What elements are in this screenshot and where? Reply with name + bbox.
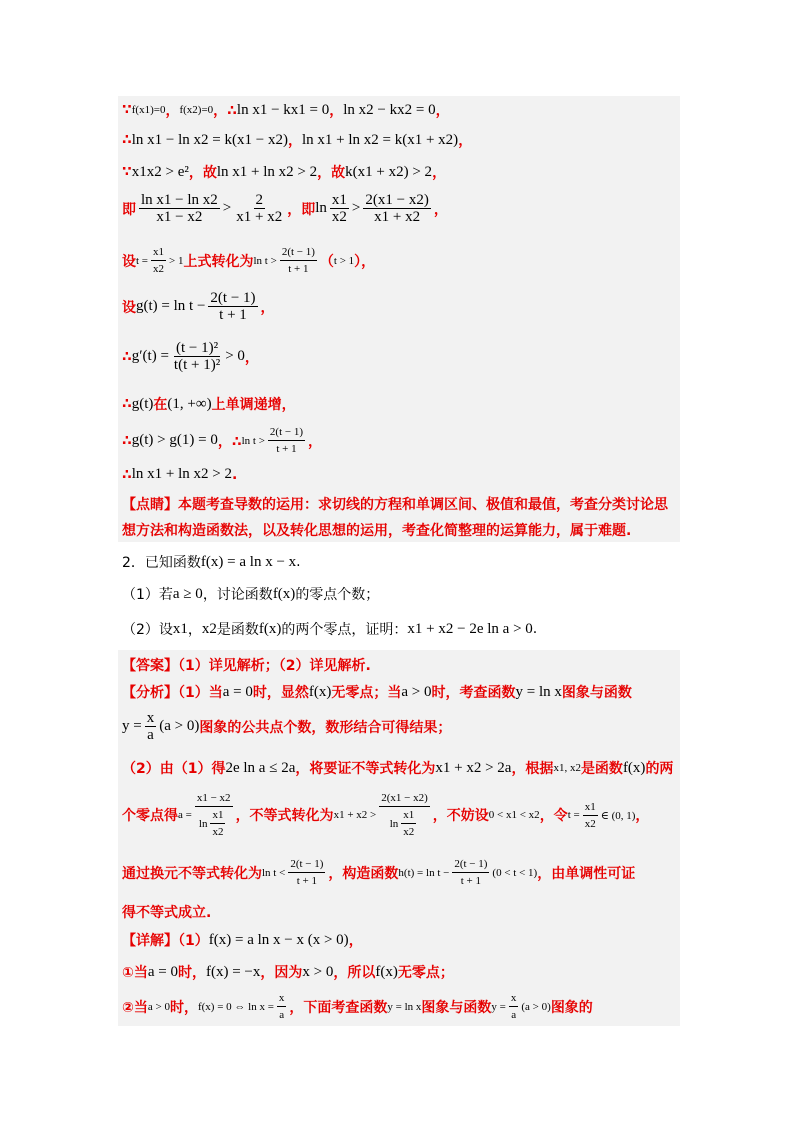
dianjing-line-2 xyxy=(122,520,631,540)
text: 时， xyxy=(169,999,198,1016)
line-9 xyxy=(122,424,322,457)
formula: (a > 0) xyxy=(159,718,200,734)
analysis-line-5 xyxy=(122,856,635,889)
formula: ln xyxy=(315,200,327,216)
text: ，不妨设 xyxy=(432,808,489,824)
fraction: $\frac{\text{(t − 1)²}}{\text{t(t + 1)²}}$ xyxy=(173,340,221,373)
analysis-line-1 xyxy=(122,682,632,702)
text: ， xyxy=(433,201,448,218)
formula: (a > 0) xyxy=(521,1000,551,1013)
text: ， xyxy=(329,103,344,119)
formula: > 1 xyxy=(169,254,184,267)
text: 的零点个数； xyxy=(295,587,380,603)
text: ，根据 xyxy=(511,761,554,777)
fraction: $\frac{2}{x1 + x2}$ xyxy=(236,192,283,225)
formula: f(x2)=0 xyxy=(179,104,214,116)
formula: ln x1 − ln x2 = k(x1 − x2) xyxy=(131,131,288,148)
text: 设 xyxy=(122,253,136,270)
line-1 xyxy=(122,100,450,120)
analysis-line-2 xyxy=(122,710,451,743)
text: ，讨论函数 xyxy=(202,587,273,603)
line-7 xyxy=(122,340,259,373)
formula: y = xyxy=(491,1000,506,1013)
formula: h(t) = ln t − xyxy=(398,866,450,879)
line-6 xyxy=(122,290,275,323)
text: ，将要证不等式转化为 xyxy=(295,761,436,777)
text: ， xyxy=(165,103,180,119)
formula: f(x) xyxy=(622,759,646,776)
text: 【分析】（1）当 xyxy=(122,685,223,701)
detail-line-1 xyxy=(122,930,363,950)
fraction: $\frac{2(x1 - x2)}{x1 + x2}$ xyxy=(365,192,429,225)
detail-line-2 xyxy=(122,962,454,982)
text: ，构造函数 xyxy=(328,865,399,882)
text: ，∴ xyxy=(213,103,237,119)
formula: f(x) = −x xyxy=(205,963,261,980)
formula: y = ln x xyxy=(387,1000,422,1013)
text: （2）设 xyxy=(122,622,173,638)
text: ，所以 xyxy=(333,965,376,981)
line-3 xyxy=(122,162,446,182)
text: ①当 xyxy=(122,965,148,981)
fraction: $\frac{x}{a}$ xyxy=(146,710,155,743)
formula: > 0 xyxy=(225,348,245,364)
line-10 xyxy=(122,466,237,483)
text: 图象与函数 xyxy=(421,999,492,1016)
text: ②当 xyxy=(122,999,148,1016)
formula: x1, x2 xyxy=(553,762,581,774)
text: （ xyxy=(319,253,334,270)
because-symbol: ∵ xyxy=(122,164,132,180)
fraction: $\frac{x1}{x2}$ xyxy=(331,192,347,225)
fraction: $\frac{2(t - 1)}{t + 1}$ xyxy=(281,246,315,275)
fraction: $\frac{x1}{x2}$ xyxy=(153,246,165,275)
text: ，即 xyxy=(287,201,316,218)
text: （2）由（1）得 xyxy=(122,761,226,777)
formula: > xyxy=(351,200,361,216)
text: 上式转化为 xyxy=(183,253,254,270)
formula: a > 0 xyxy=(147,1000,170,1013)
formula: x1x2 > e² xyxy=(131,163,189,180)
fraction: $\frac{2(t - 1)}{t + 1}$ xyxy=(290,858,324,887)
line-2 xyxy=(122,130,472,150)
text: 的两 xyxy=(645,761,674,777)
fraction: $\frac{2(t - 1)}{t + 1}$ xyxy=(210,290,256,323)
formula: a > 0 xyxy=(401,683,432,700)
text: （1）若 xyxy=(122,587,173,603)
formula: (1, +∞) xyxy=(167,395,212,412)
text: ，故 xyxy=(317,165,346,181)
question-part-1 xyxy=(122,584,379,604)
therefore-symbol: ∴ xyxy=(122,396,132,412)
fraction: x1 − x2 ln $\frac{x1}{x2}$ xyxy=(196,792,231,838)
formula: x1 + x2 > 2a xyxy=(435,759,512,776)
text: 图象与函数 xyxy=(561,685,632,701)
text: 是函数 xyxy=(216,622,259,638)
text: 是函数 xyxy=(580,761,623,777)
text: 时，显然 xyxy=(252,685,309,701)
answer-text: 【答案】（1）详见解析；（2）详见解析. xyxy=(122,658,371,674)
fraction: $\frac{2(t - 1)}{t + 1}$ xyxy=(454,858,488,887)
formula: f(x) = a ln x − x (x > 0) xyxy=(208,931,349,948)
text: ， xyxy=(287,133,302,149)
text: ， xyxy=(348,933,363,949)
formula: x2 xyxy=(201,620,217,637)
fraction: $\frac{x1}{x2}$ xyxy=(584,800,596,830)
text: ， xyxy=(308,433,322,450)
text: 时， xyxy=(177,965,206,981)
text: ，由单调性可证 xyxy=(537,865,636,882)
text: 在 xyxy=(153,397,168,413)
text: 图象的 xyxy=(550,999,593,1016)
detail-line-3 xyxy=(122,990,593,1023)
formula: ln x2 − kx2 = 0 xyxy=(343,101,436,118)
text: 设 xyxy=(122,299,136,316)
question-stem xyxy=(122,552,301,572)
dianjing-line-1 xyxy=(122,494,668,514)
formula: f(x) xyxy=(308,683,332,700)
line-5 xyxy=(122,244,375,277)
text: 上单调递增， xyxy=(211,397,296,413)
formula: x > 0 xyxy=(302,963,334,980)
text: ，故 xyxy=(188,165,217,181)
formula: ln x1 + ln x2 > 2 xyxy=(216,163,318,180)
text: ， xyxy=(635,808,650,824)
formula: ln x1 + ln x2 > 2 xyxy=(131,466,233,482)
formula: x1 + x2 > xyxy=(333,809,377,821)
formula: x1 + x2 − 2e ln a > 0 xyxy=(407,620,533,637)
therefore-symbol: ∴ xyxy=(122,132,132,148)
text: . xyxy=(296,554,301,570)
text: ，∴ xyxy=(217,433,242,450)
text: . xyxy=(532,621,538,637)
analysis-line-4 xyxy=(122,790,649,840)
text: 时，考查函数 xyxy=(431,685,516,701)
formula: ln x1 − kx1 = 0 xyxy=(236,101,330,118)
analysis-line-3 xyxy=(122,758,673,778)
text: ，令 xyxy=(539,808,568,824)
formula: a = xyxy=(178,809,192,821)
text: ， xyxy=(458,133,473,149)
text: 无零点； xyxy=(397,965,454,981)
fraction: 2(x1 − x2) ln $\frac{x1}{x2}$ xyxy=(381,792,428,838)
formula: 2e ln a ≤ 2a xyxy=(225,759,296,776)
because-symbol: ∵ xyxy=(122,102,132,118)
formula: f(x) xyxy=(272,585,296,602)
text: 无零点；当 xyxy=(331,685,402,701)
formula: ln t > xyxy=(253,254,277,267)
therefore-symbol: ∴ xyxy=(122,348,132,365)
text: 的两个零点，证明： xyxy=(281,622,408,638)
text: . xyxy=(232,466,238,483)
formula: a ≥ 0 xyxy=(172,585,203,602)
formula: f(x) xyxy=(375,963,398,980)
formula: ln x1 + ln x2 = k(x1 + x2) xyxy=(301,131,459,148)
formula: y = xyxy=(122,718,142,734)
formula: (0 < t < 1) xyxy=(492,866,538,879)
text: 通过换元不等式转化为 xyxy=(122,865,262,882)
formula: x1 xyxy=(172,620,188,637)
text: 得不等式成立. xyxy=(122,905,212,921)
text: ， xyxy=(260,299,275,316)
formula: g′(t) = xyxy=(131,348,169,364)
text: ， xyxy=(187,622,202,638)
therefore-symbol: ∴ xyxy=(122,432,132,449)
text: ， xyxy=(244,349,259,366)
formula: ln t > xyxy=(241,434,265,447)
formula: f(x) = a ln x − x xyxy=(200,553,297,570)
comment-text: 【点睛】本题考查导数的运用：求切线的方程和单调区间、极值和最值，考查分类讨论思 xyxy=(122,497,668,513)
formula: a = 0 xyxy=(222,683,253,700)
formula: a = 0 xyxy=(147,963,178,980)
text: 图象的公共点个数，数形结合可得结果； xyxy=(199,719,452,736)
analysis-line-6 xyxy=(122,902,211,922)
formula: g(t) > g(1) = 0 xyxy=(131,432,218,448)
text: 【详解】（1） xyxy=(122,933,209,949)
text: ）， xyxy=(354,253,376,270)
answer-line xyxy=(122,655,371,675)
formula: f(x) = 0 ⇔ ln x = xyxy=(197,1000,274,1013)
therefore-symbol: ∴ xyxy=(122,466,132,483)
formula: ∈ (0, 1) xyxy=(600,809,636,822)
text: 个零点得 xyxy=(122,808,178,824)
question-part-2 xyxy=(122,619,537,639)
comment-text: 想方法和构造函数法，以及转化思想的运用，考查化简整理的运算能力，属于难题. xyxy=(122,523,632,539)
text: ， xyxy=(432,165,447,181)
text: 即 xyxy=(122,201,136,218)
formula: g(t) xyxy=(131,395,154,412)
formula: y = ln x xyxy=(515,683,562,700)
formula: f(x1)=0 xyxy=(131,104,166,116)
formula: t = xyxy=(567,809,580,821)
fraction: $\frac{\text{ln x1 − ln x2}}{x1 - x2}$ xyxy=(141,192,218,225)
fraction: $\frac{2(t - 1)}{t + 1}$ xyxy=(269,426,303,455)
fraction: $\frac{x}{a}$ xyxy=(278,992,285,1021)
text: ， xyxy=(435,103,450,119)
fraction: $\frac{x}{a}$ xyxy=(510,992,517,1021)
line-8 xyxy=(122,394,296,414)
question-number: 2．已知函数 xyxy=(122,555,201,571)
formula: g(t) = ln t − xyxy=(136,298,206,314)
formula: t > 1 xyxy=(333,254,355,267)
text: ，不等式转化为 xyxy=(235,808,334,824)
text: ，因为 xyxy=(260,965,303,981)
text: ，下面考查函数 xyxy=(289,999,388,1016)
formula: 0 < x1 < x2 xyxy=(488,809,540,821)
formula: ln t < xyxy=(262,866,286,879)
formula: k(x1 + x2) > 2 xyxy=(345,163,433,180)
formula: > xyxy=(222,200,232,216)
formula: f(x) xyxy=(258,620,282,637)
formula: t = xyxy=(136,254,149,267)
line-4 xyxy=(122,192,448,225)
